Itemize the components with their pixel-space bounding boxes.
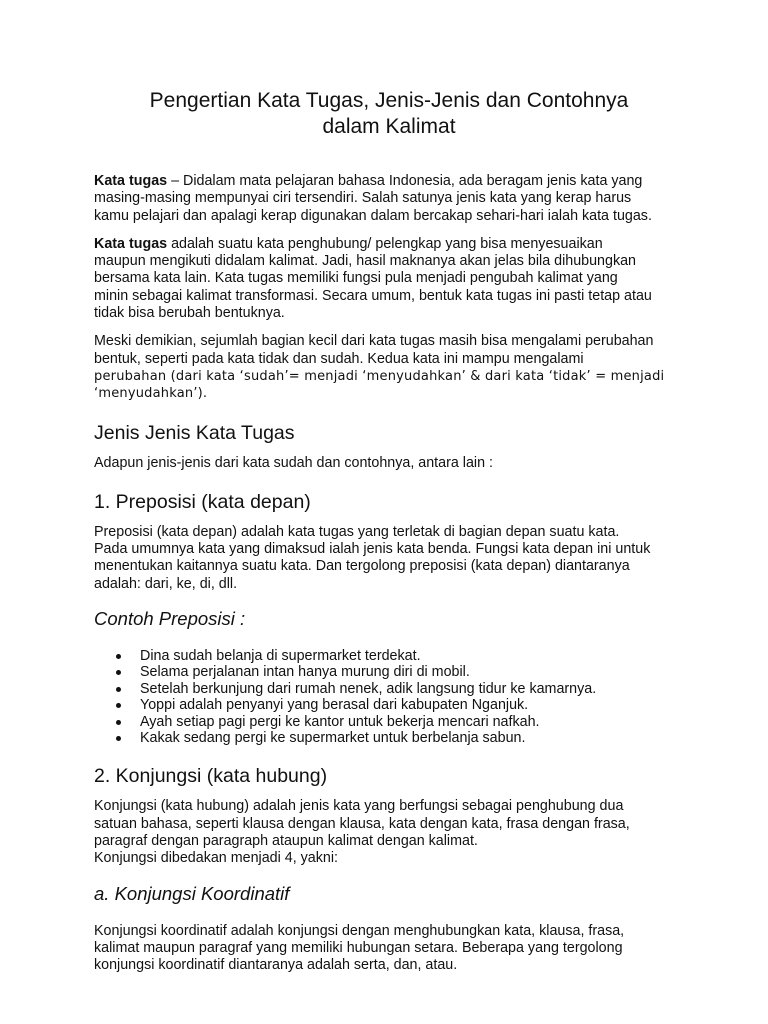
paragraph-line: paragraf dengan paragraph ataupun kalimat dengan kalimat. [94, 833, 478, 850]
paragraph-line: bersama kata lain. Kata tugas memiliki fungsi pula menjadi pengubah kalimat yang [94, 270, 618, 287]
line-text: adalah suatu kata penghubung/ pelengkap yang bisa menyesuaikan [167, 235, 603, 252]
paragraph-line: kalimat maupun paragraf yang memiliki hubungan setara. Beberapa yang tergolong [94, 939, 623, 956]
paragraph-line: Pada umumnya kata yang dimaksud ialah jenis kata benda. Fungsi kata depan ini untuk [94, 541, 651, 558]
list-item-text: Kakak sedang pergi ke supermarket untuk berbelanja sabun. [140, 730, 526, 747]
title-line: dalam Kalimat [322, 115, 456, 138]
document-page [94, 88, 684, 986]
preposisi-example-list [94, 648, 684, 746]
list-item [116, 730, 684, 746]
bullet-icon [116, 736, 121, 741]
list-item [116, 648, 684, 664]
subheading-konjungsi-koordinatif: a. Konjungsi Koordinatif [94, 882, 290, 904]
paragraph-line: minin sebagai kalimat transformasi. Secara umum, bentuk kata tugas ini pasti tetap atau [94, 287, 652, 304]
paragraph-line [94, 173, 684, 190]
paragraph-line: menentukan kaitannya suatu kata. Dan tergolong preposisi (kata depan) diantaranya [94, 558, 630, 575]
paragraph-line: Preposisi (kata depan) adalah kata tugas yang terletak di bagian depan suatu kata. [94, 523, 620, 540]
list-item [116, 697, 684, 713]
paragraph-line: Konjungsi koordinatif adalah konjungsi dengan menghubungkan kata, klausa, frasa, [94, 922, 625, 939]
paragraph-line: ‘menyudahkan’). [94, 386, 208, 402]
subheading-contoh-preposisi: Contoh Preposisi : [94, 608, 246, 630]
paragraph-line: Konjungsi dibedakan menjadi 4, yakni: [94, 850, 339, 867]
title-line: Pengertian Kata Tugas, Jenis-Jenis dan Contohnya [149, 89, 629, 112]
paragraph-line: masing-masing mempunyai ciri tersendiri. Salah satunya jenis kata yang kerap harus [94, 190, 632, 207]
list-item-text: Ayah setiap pagi pergi ke kantor untuk bekerja mencari nafkah. [140, 713, 540, 730]
list-item-text: Yoppi adalah penyanyi yang berasal dari kabupaten Nganjuk. [140, 697, 529, 714]
list-item [116, 664, 684, 680]
bold-term: Kata tugas [94, 235, 168, 252]
paragraph-line: perubahan (dari kata ‘sudah’= menjadi ‘menyudahkan’ & dari kata ‘tidak’ = menjadi [94, 368, 665, 384]
intro-paragraph [94, 173, 684, 225]
paragraph-line: kamu pelajari dan apalagi kerap digunakan dalam bercakap sehari-hari ialah kata tugas. [94, 207, 652, 224]
list-item-text: Setelah berkunjung dari rumah nenek, adik langsung tidur ke kamarnya. [140, 680, 597, 697]
list-item-text: Selama perjalanan intan hanya murung diri di mobil. [140, 664, 470, 681]
paragraph-line: Meski demikian, sejumlah bagian kecil dari kata tugas masih bisa mengalami perubahan [94, 333, 654, 350]
jenis-paragraph [94, 455, 684, 472]
document-title [94, 88, 684, 140]
paragraph-line: maupun mengikuti didalam kalimat. Jadi, hasil maknanya akan jelas bila dihubungkan [94, 253, 637, 270]
section-heading-jenis: Jenis Jenis Kata Tugas [94, 421, 295, 444]
exception-paragraph [94, 333, 684, 402]
bullet-icon [116, 720, 121, 725]
line-text: – Didalam mata pelajaran bahasa Indonesia, ada beragam jenis kata yang [167, 173, 643, 189]
list-item [116, 681, 684, 697]
paragraph-line: Adapun jenis-jenis dari kata sudah dan contohnya, antara lain : [94, 454, 493, 471]
paragraph-line [94, 236, 684, 253]
list-item-text: Dina sudah belanja di supermarket terdekat. [140, 648, 421, 665]
paragraph-line: satuan bahasa, seperti klausa dengan klausa, kata dengan kata, frasa dengan frasa, [94, 815, 630, 832]
paragraph-line: adalah: dari, ke, di, dll. [94, 575, 238, 592]
paragraph-line: konjungsi koordinatif diantaranya adalah serta, dan, atau. [94, 957, 458, 974]
list-item [116, 714, 684, 730]
definition-paragraph [94, 236, 684, 322]
paragraph-line: tidak bisa berubah bentuknya. [94, 305, 285, 322]
bullet-icon [116, 703, 121, 708]
paragraph-line: Konjungsi (kata hubung) adalah jenis kata yang berfungsi sebagai penghubung dua [94, 798, 624, 815]
bullet-icon [116, 687, 121, 692]
konjungsi-paragraph [94, 798, 684, 867]
koordinatif-paragraph [94, 923, 684, 975]
section-heading-konjungsi: 2. Konjungsi (kata hubung) [94, 765, 328, 788]
paragraph-line: bentuk, seperti pada kata tidak dan sudah. Kedua kata ini mampu mengalami [94, 350, 584, 367]
section-heading-preposisi: 1. Preposisi (kata depan) [94, 490, 311, 513]
preposisi-paragraph [94, 524, 684, 593]
bullet-icon [116, 654, 121, 659]
bullet-icon [116, 670, 121, 675]
bold-term: Kata tugas [94, 173, 168, 189]
